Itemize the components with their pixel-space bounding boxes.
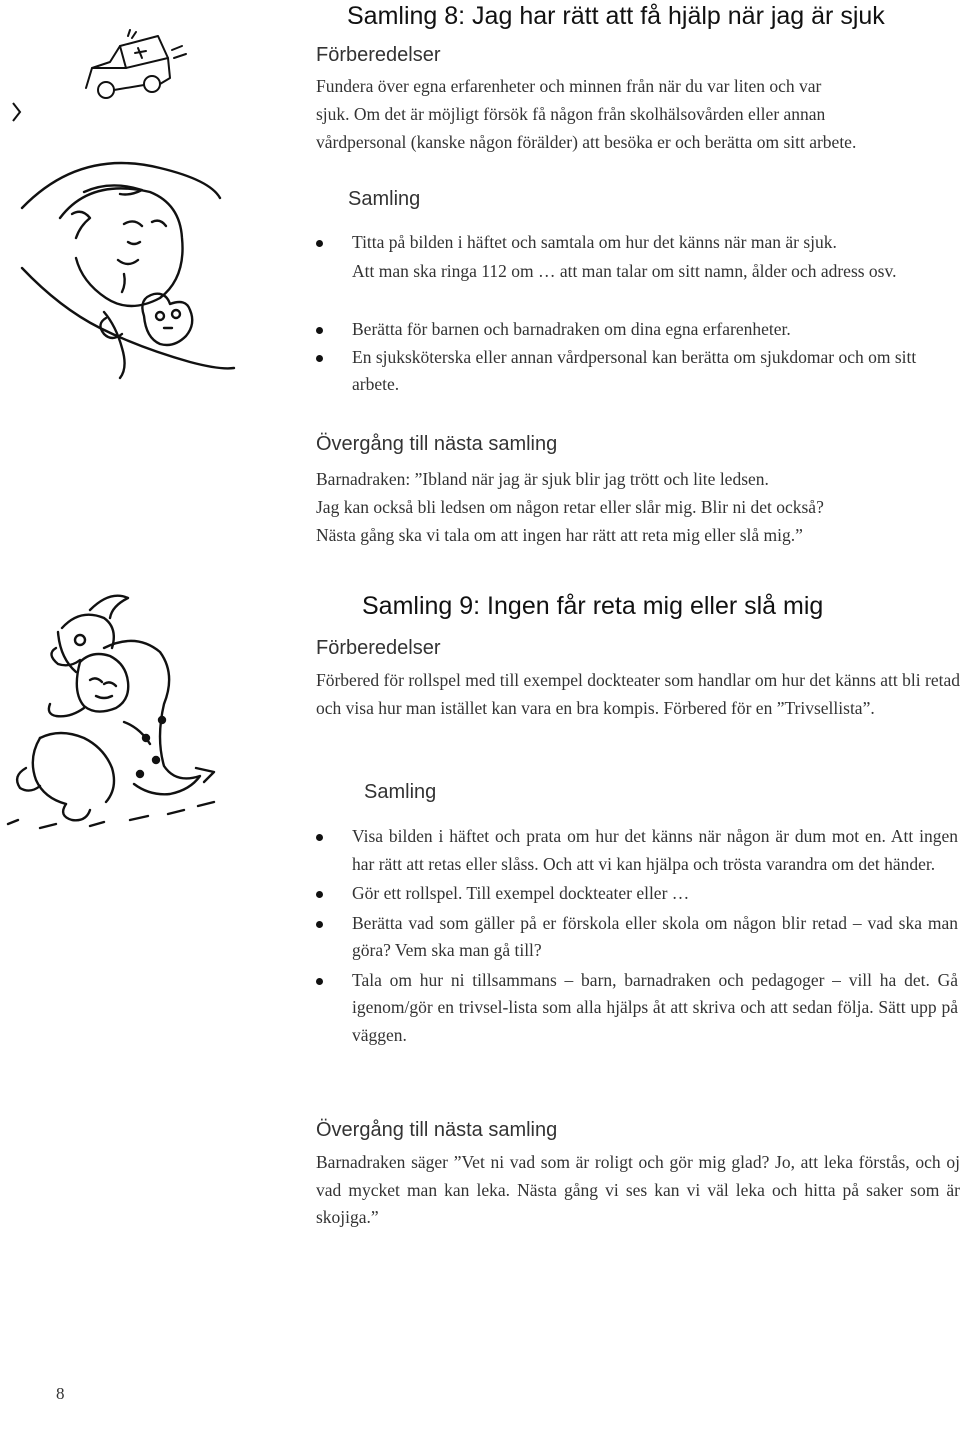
section8-title: Samling 8: Jag har rätt att få hjälp när jag är sjuk <box>347 2 885 30</box>
section9-bullet-4-text: Tala om hur ni tillsammans – barn, barnadraken och pedagoger – vill ha det. Gå igenom/gör en trivsel-lista som alla hjälps åt att skriva och att sedan följa. Sätt upp på väggen. <box>352 969 958 1045</box>
section8-bullet-block-1 <box>316 229 956 257</box>
bullet-dot-icon <box>316 921 323 928</box>
section8-bullet-3-text: En sjuksköterska eller annan vårdpersonal kan berätta om sjukdomar och om sitt arbete. <box>352 346 917 394</box>
section9-bullet-block <box>316 823 958 1049</box>
section8-prep-heading: Förberedelser <box>316 44 441 66</box>
section9-bullet-2-text: Gör ett rollspel. Till exempel dockteater eller … <box>352 883 690 903</box>
bullet-dot-icon <box>316 355 323 362</box>
section9-bullet-2 <box>316 880 958 908</box>
mark-icon <box>10 100 24 124</box>
section9-transition-text: Barnadraken säger ”Vet ni vad som är roligt och gör mig glad? Jo, att leka förstås, och oj vad mycket man kan leka. Nästa gång vi ses kan vi väl leka och hitta på saker som är skojiga.” <box>316 1152 960 1227</box>
section9-bullet-4 <box>316 967 958 1050</box>
bullet-dot-icon <box>316 891 323 898</box>
section9-samling-heading: Samling <box>364 781 437 803</box>
section8-bullet-2 <box>316 316 956 344</box>
sick-child-illustration <box>20 148 235 378</box>
section8-bullets-b <box>316 316 956 399</box>
bullet-dot-icon <box>316 327 323 334</box>
section9-transition-heading: Övergång till nästa samling <box>316 1119 558 1141</box>
section8-transition-heading: Övergång till nästa samling <box>316 433 558 455</box>
section8-note: Att man ska ringa 112 om … att man talar om sitt namn, ålder och adress osv. <box>352 261 897 281</box>
section9-bullet-3 <box>316 910 958 965</box>
section8-transition-line-2: Jag kan också bli ledsen om någon retar eller slår mig. Blir ni det också? <box>316 497 824 517</box>
section8-bullets-a <box>316 229 956 257</box>
section8-samling-heading: Samling <box>348 188 421 210</box>
section8-transition-line-1: Barnadraken: ”Ibland när jag är sjuk blir jag trött och lite ledsen. <box>316 469 769 489</box>
section8-bullet-2-text: Berätta för barnen och barnadraken om dina egna erfarenheter. <box>352 319 791 339</box>
section9-bullet-1-text: Visa bilden i häftet och prata om hur det känns när någon är dum mot en. Att ingen har rätt att retas eller slåss. Och att vi kan hjälpa och trösta varandra om det händer. <box>352 826 958 874</box>
bullet-dot-icon <box>316 978 323 985</box>
bullet-dot-icon <box>316 834 323 841</box>
bullet-dot-icon <box>316 240 323 247</box>
dragon-comforting-child-illustration <box>0 588 230 838</box>
section9-prep-text: Förbered för rollspel med till exempel dockteater som handlar om hur det känns att bli retad och visa hur man istället kan vara en bra kompis. Förbered för en ”Trivsellista”. <box>316 670 960 718</box>
section8-prep-line-3: vårdpersonal (kanske någon förälder) att besöka er och berätta om sitt arbete. <box>316 132 857 152</box>
section8-prep-line-2: sjuk. Om det är möjligt försök få någon från skolhälsovården eller annan <box>316 104 826 124</box>
section8-bullet-block-2 <box>316 316 956 399</box>
section8-bullet-3 <box>316 344 956 399</box>
section8-prep-line-1: Fundera över egna erfarenheter och minnen från när du var liten och var <box>316 76 822 96</box>
section9-prep-heading: Förberedelser <box>316 637 441 659</box>
section8-transition-line-3: Nästa gång ska vi tala om att ingen har rätt att reta mig eller slå mig.” <box>316 525 803 545</box>
section9-bullets <box>316 823 958 1049</box>
section9-bullet-1 <box>316 823 958 878</box>
section8-bullet-1 <box>316 229 956 257</box>
ambulance-icon <box>80 28 190 108</box>
page-number: 8 <box>56 1384 65 1403</box>
section9-title: Samling 9: Ingen får reta mig eller slå mig <box>362 592 824 620</box>
section8-bullet-1-text: Titta på bilden i häftet och samtala om hur det känns när man är sjuk. <box>352 232 837 252</box>
section9-bullet-3-text: Berätta vad som gäller på er förskola eller skola om någon blir retad – vad ska man göra? Vem ska man gå till? <box>352 912 958 960</box>
